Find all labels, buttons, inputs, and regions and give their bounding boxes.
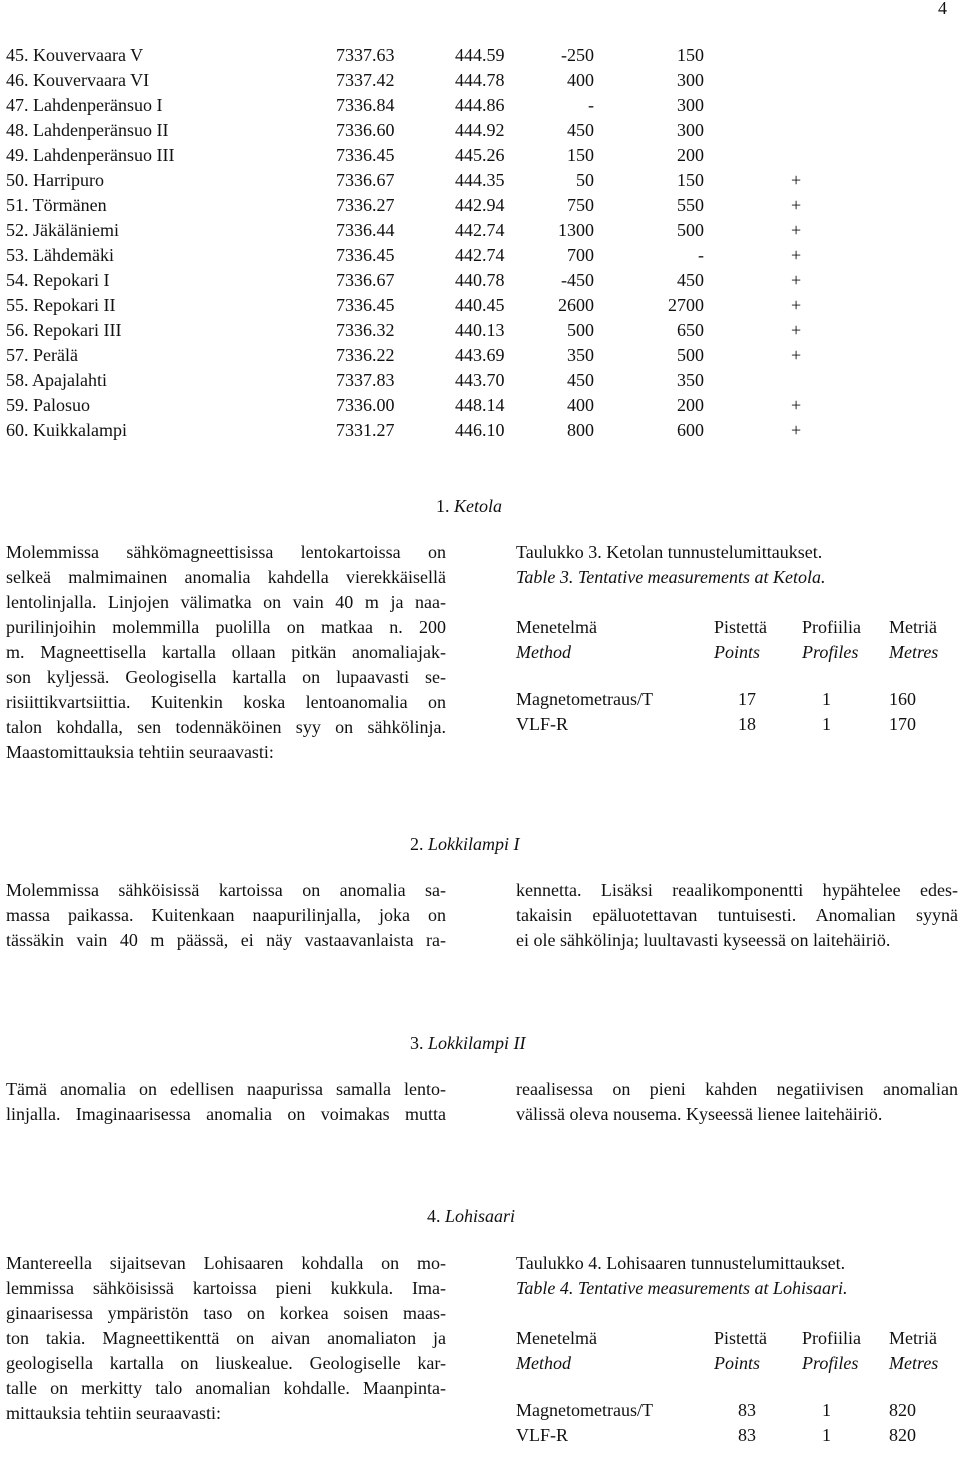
flag: + [791,220,802,240]
value-a: 450 [567,370,594,390]
header-profiles: Profiles [802,642,859,662]
value-b: 300 [677,120,704,140]
table-row [0,243,960,268]
table-row [0,418,960,443]
text-line: lemmissa sähköisissä kartoissa pieni kukkula. Ima- [6,1278,446,1298]
points-cell: 83 [738,1425,756,1445]
header-metres: Metres [889,642,939,662]
table-caption-en: Table 3. Tentative measurements at Ketola. [516,567,826,587]
table-header-row [516,640,960,665]
coord-x: 7337.63 [336,45,395,65]
site-name: 45. Kouvervaara V [6,45,144,65]
coord-x: 7336.60 [336,120,395,140]
text-line: Mantereella sijaitsevan Lohisaaren kohdalla on mo- [6,1253,446,1273]
value-b: 450 [677,270,704,290]
section-heading-lokkilampi-1 [410,832,520,857]
value-b: 500 [677,220,704,240]
flag: + [791,420,802,440]
metres-cell: 160 [889,689,916,709]
method-cell: VLF-R [516,714,569,734]
coord-x: 7336.45 [336,145,395,165]
text-line: takaisin epäluotettavan tuntuisesti. Anomalian syynä [516,905,958,925]
text-line: risiittikvartsiittia. Kuitenkin koska lentoanomalia on [6,692,446,712]
coord-y: 443.69 [455,345,505,365]
table-row [0,168,960,193]
text-line: selkeä malmimainen anomalia kahdella vierekkäisellä [6,567,446,587]
coord-x: 7336.00 [336,395,395,415]
value-b: 300 [677,95,704,115]
coord-y: 444.86 [455,95,505,115]
text-line: ginaarisessa ympäristön taso on korkea soisen maas- [6,1303,446,1323]
header-method: Menetelmä [516,617,597,637]
value-a: -250 [561,45,594,65]
coord-y: 442.74 [455,245,505,265]
coord-y: 442.94 [455,195,505,215]
text-line: Molemmissa sähkömagneettisissa lentokartoissa on [6,542,446,562]
lokkilampi-1-paragraph-left [6,878,446,953]
section-title: Lokkilampi II [428,1033,526,1053]
table-caption-en: Table 4. Tentative measurements at Lohisaari. [516,1278,848,1298]
lokkilampi-2-paragraph-left [6,1077,446,1127]
header-method: Method [516,642,571,662]
value-b: 600 [677,420,704,440]
table-row [0,268,960,293]
coord-x: 7331.27 [336,420,395,440]
ketola-paragraph [6,540,446,765]
coord-y: 443.70 [455,370,505,390]
value-a: 150 [567,145,594,165]
text-line: Molemmissa sähköisissä kartoissa on anomalia sa- [6,880,446,900]
section-title: Ketola [454,496,502,516]
value-a: 50 [576,170,594,190]
table-caption-fi: Taulukko 3. Ketolan tunnustelumittaukset. [516,542,823,562]
coord-x: 7336.44 [336,220,395,240]
profiles-cell: 1 [822,714,831,734]
profiles-cell: 1 [822,689,831,709]
text-line: Tämä anomalia on edellisen naapurissa samalla lento- [6,1079,446,1099]
coord-y: 440.45 [455,295,505,315]
value-a: 500 [567,320,594,340]
value-b: - [698,245,704,265]
value-a: -450 [561,270,594,290]
site-name: 60. Kuikkalampi [6,420,127,440]
coord-y: 446.10 [455,420,505,440]
value-a: 450 [567,120,594,140]
section-number: 2. [410,834,424,854]
section-title: Lohisaari [445,1206,516,1226]
value-a: 400 [567,395,594,415]
flag: + [791,170,802,190]
value-a: 750 [567,195,594,215]
site-name: 56. Repokari III [6,320,122,340]
text-line: massa paikassa. Kuitenkaan naapurilinjalla, joka on [6,905,446,925]
coord-y: 448.14 [455,395,505,415]
profiles-cell: 1 [822,1425,831,1445]
coord-x: 7336.84 [336,95,395,115]
value-a: - [588,95,594,115]
coord-y: 444.92 [455,120,505,140]
header-metres: Metres [889,1353,939,1373]
table-header-row [516,615,960,640]
table-row [0,293,960,318]
value-b: 300 [677,70,704,90]
lokkilampi-2-paragraph-right [516,1077,958,1127]
header-profiles: Profiilia [802,617,861,637]
text-line: son kyljessä. Geologisella kartalla on lupaavasti se- [6,667,446,687]
coord-x: 7336.32 [336,320,395,340]
table-row [516,1423,960,1448]
flag: + [791,270,802,290]
coord-y: 444.78 [455,70,505,90]
coord-y: 444.35 [455,170,505,190]
text-line: purilinjoihin molemmilla puolilla on matkaa n. 200 [6,617,446,637]
value-a: 400 [567,70,594,90]
coord-x: 7336.67 [336,170,395,190]
text-line: ei ole sähkölinja; luultavasti kyseessä on laitehäiriö. [516,930,891,950]
value-a: 1300 [558,220,594,240]
flag: + [791,320,802,340]
site-name: 52. Jäkäläniemi [6,220,119,240]
ketola-measurement-table [516,615,960,737]
metres-cell: 820 [889,1400,916,1420]
profiles-cell: 1 [822,1400,831,1420]
header-metres: Metriä [889,1328,937,1348]
table-header-row [516,1351,960,1376]
coord-x: 7336.45 [336,245,395,265]
text-line: talon kohdalla, sen todennäköinen syy on sähkölinja. [6,717,446,737]
table-row [516,687,960,712]
method-cell: VLF-R [516,1425,569,1445]
text-line: talle on merkitty talo anomalian kohdalle. Maanpinta- [6,1378,446,1398]
value-a: 700 [567,245,594,265]
table-row [0,393,960,418]
coord-y: 444.59 [455,45,505,65]
text-line: kennetta. Lisäksi reaalikomponentti hypähtelee edes- [516,880,958,900]
text-line: m. Magneettisella kartalla ollaan pitkän anomaliajak- [6,642,446,662]
flag: + [791,395,802,415]
text-line: reaalisessa on pieni kahden negatiivisen anomalian [516,1079,958,1099]
flag: + [791,345,802,365]
text-line: lentolinjalla. Linjojen välimatka on vain 40 m ja naa- [6,592,446,612]
site-name: 51. Törmänen [6,195,107,215]
flag: + [791,195,802,215]
method-cell: Magnetometraus/T [516,689,653,709]
site-name: 49. Lahdenperänsuo III [6,145,175,165]
flag: + [791,245,802,265]
points-cell: 83 [738,1400,756,1420]
value-b: 200 [677,395,704,415]
header-method: Method [516,1353,571,1373]
header-points: Points [714,1353,761,1373]
value-b: 150 [677,45,704,65]
site-name: 48. Lahdenperänsuo II [6,120,169,140]
text-line: välissä oleva nousema. Kyseessä lienee laitehäiriö. [516,1104,883,1124]
value-b: 550 [677,195,704,215]
table-row [0,368,960,393]
site-name: 59. Palosuo [6,395,91,415]
section-title: Lokkilampi I [428,834,520,854]
table-caption-fi: Taulukko 4. Lohisaaren tunnustelumittaukset. [516,1253,846,1273]
table-row [0,118,960,143]
text-line: tässäkin vain 40 m päässä, ei näy vastaavanlaista ra- [6,930,446,950]
points-cell: 17 [738,689,756,709]
coord-x: 7336.22 [336,345,395,365]
table-row [0,343,960,368]
header-metres: Metriä [889,617,937,637]
header-points: Pistettä [714,1328,767,1348]
table-row [516,1398,960,1423]
value-b: 150 [677,170,704,190]
coord-x: 7337.42 [336,70,395,90]
coord-x: 7336.67 [336,270,395,290]
coord-y: 445.26 [455,145,505,165]
header-profiles: Profiilia [802,1328,861,1348]
table-row [0,143,960,168]
section-number: 4. [427,1206,441,1226]
metres-cell: 820 [889,1425,916,1445]
text-line: linjalla. Imaginaarisessa anomalia on voimakas mutta [6,1104,446,1124]
coord-y: 440.78 [455,270,505,290]
coord-x: 7337.83 [336,370,395,390]
lohisaari-measurement-table [516,1326,960,1448]
section-number: 1. [436,496,450,516]
site-name: 58. Apajalahti [6,370,107,390]
value-b: 650 [677,320,704,340]
text-line: ton takia. Magneettikenttä on aivan anomaliaton ja [6,1328,446,1348]
value-a: 800 [567,420,594,440]
text-line: geologisella kartalla on liuskealue. Geologiselle kar- [6,1353,446,1373]
section-heading-lokkilampi-2 [410,1031,525,1056]
text-line: Maastomittauksia tehtiin seuraavasti: [6,742,274,762]
site-name: 53. Lähdemäki [6,245,114,265]
lokkilampi-1-paragraph-right [516,878,958,953]
metres-cell: 170 [889,714,916,734]
table-header-row [516,1326,960,1351]
header-method: Menetelmä [516,1328,597,1348]
table-row [0,218,960,243]
site-name: 55. Repokari II [6,295,116,315]
section-number: 3. [410,1033,424,1053]
header-profiles: Profiles [802,1353,859,1373]
coord-y: 440.13 [455,320,505,340]
value-b: 350 [677,370,704,390]
points-cell: 18 [738,714,756,734]
site-name: 47. Lahdenperänsuo I [6,95,163,115]
header-points: Points [714,642,761,662]
value-a: 2600 [558,295,594,315]
value-b: 500 [677,345,704,365]
value-b: 200 [677,145,704,165]
value-a: 350 [567,345,594,365]
site-name: 57. Perälä [6,345,78,365]
coord-x: 7336.27 [336,195,395,215]
table-row [516,712,960,737]
page-number: 4 [938,0,947,18]
table-row [0,68,960,93]
site-name: 50. Harripuro [6,170,104,190]
section-heading-lohisaari [427,1204,515,1229]
value-b: 2700 [668,295,704,315]
site-name: 46. Kouvervaara VI [6,70,150,90]
flag: + [791,295,802,315]
coord-x: 7336.45 [336,295,395,315]
header-points: Pistettä [714,617,767,637]
method-cell: Magnetometraus/T [516,1400,653,1420]
text-line: mittauksia tehtiin seuraavasti: [6,1403,221,1423]
coord-y: 442.74 [455,220,505,240]
site-name: 54. Repokari I [6,270,110,290]
table-row [0,318,960,343]
section-heading-ketola [436,494,502,519]
table-row [0,43,960,68]
lohisaari-paragraph [6,1251,446,1426]
table-row [0,193,960,218]
table-row [0,93,960,118]
